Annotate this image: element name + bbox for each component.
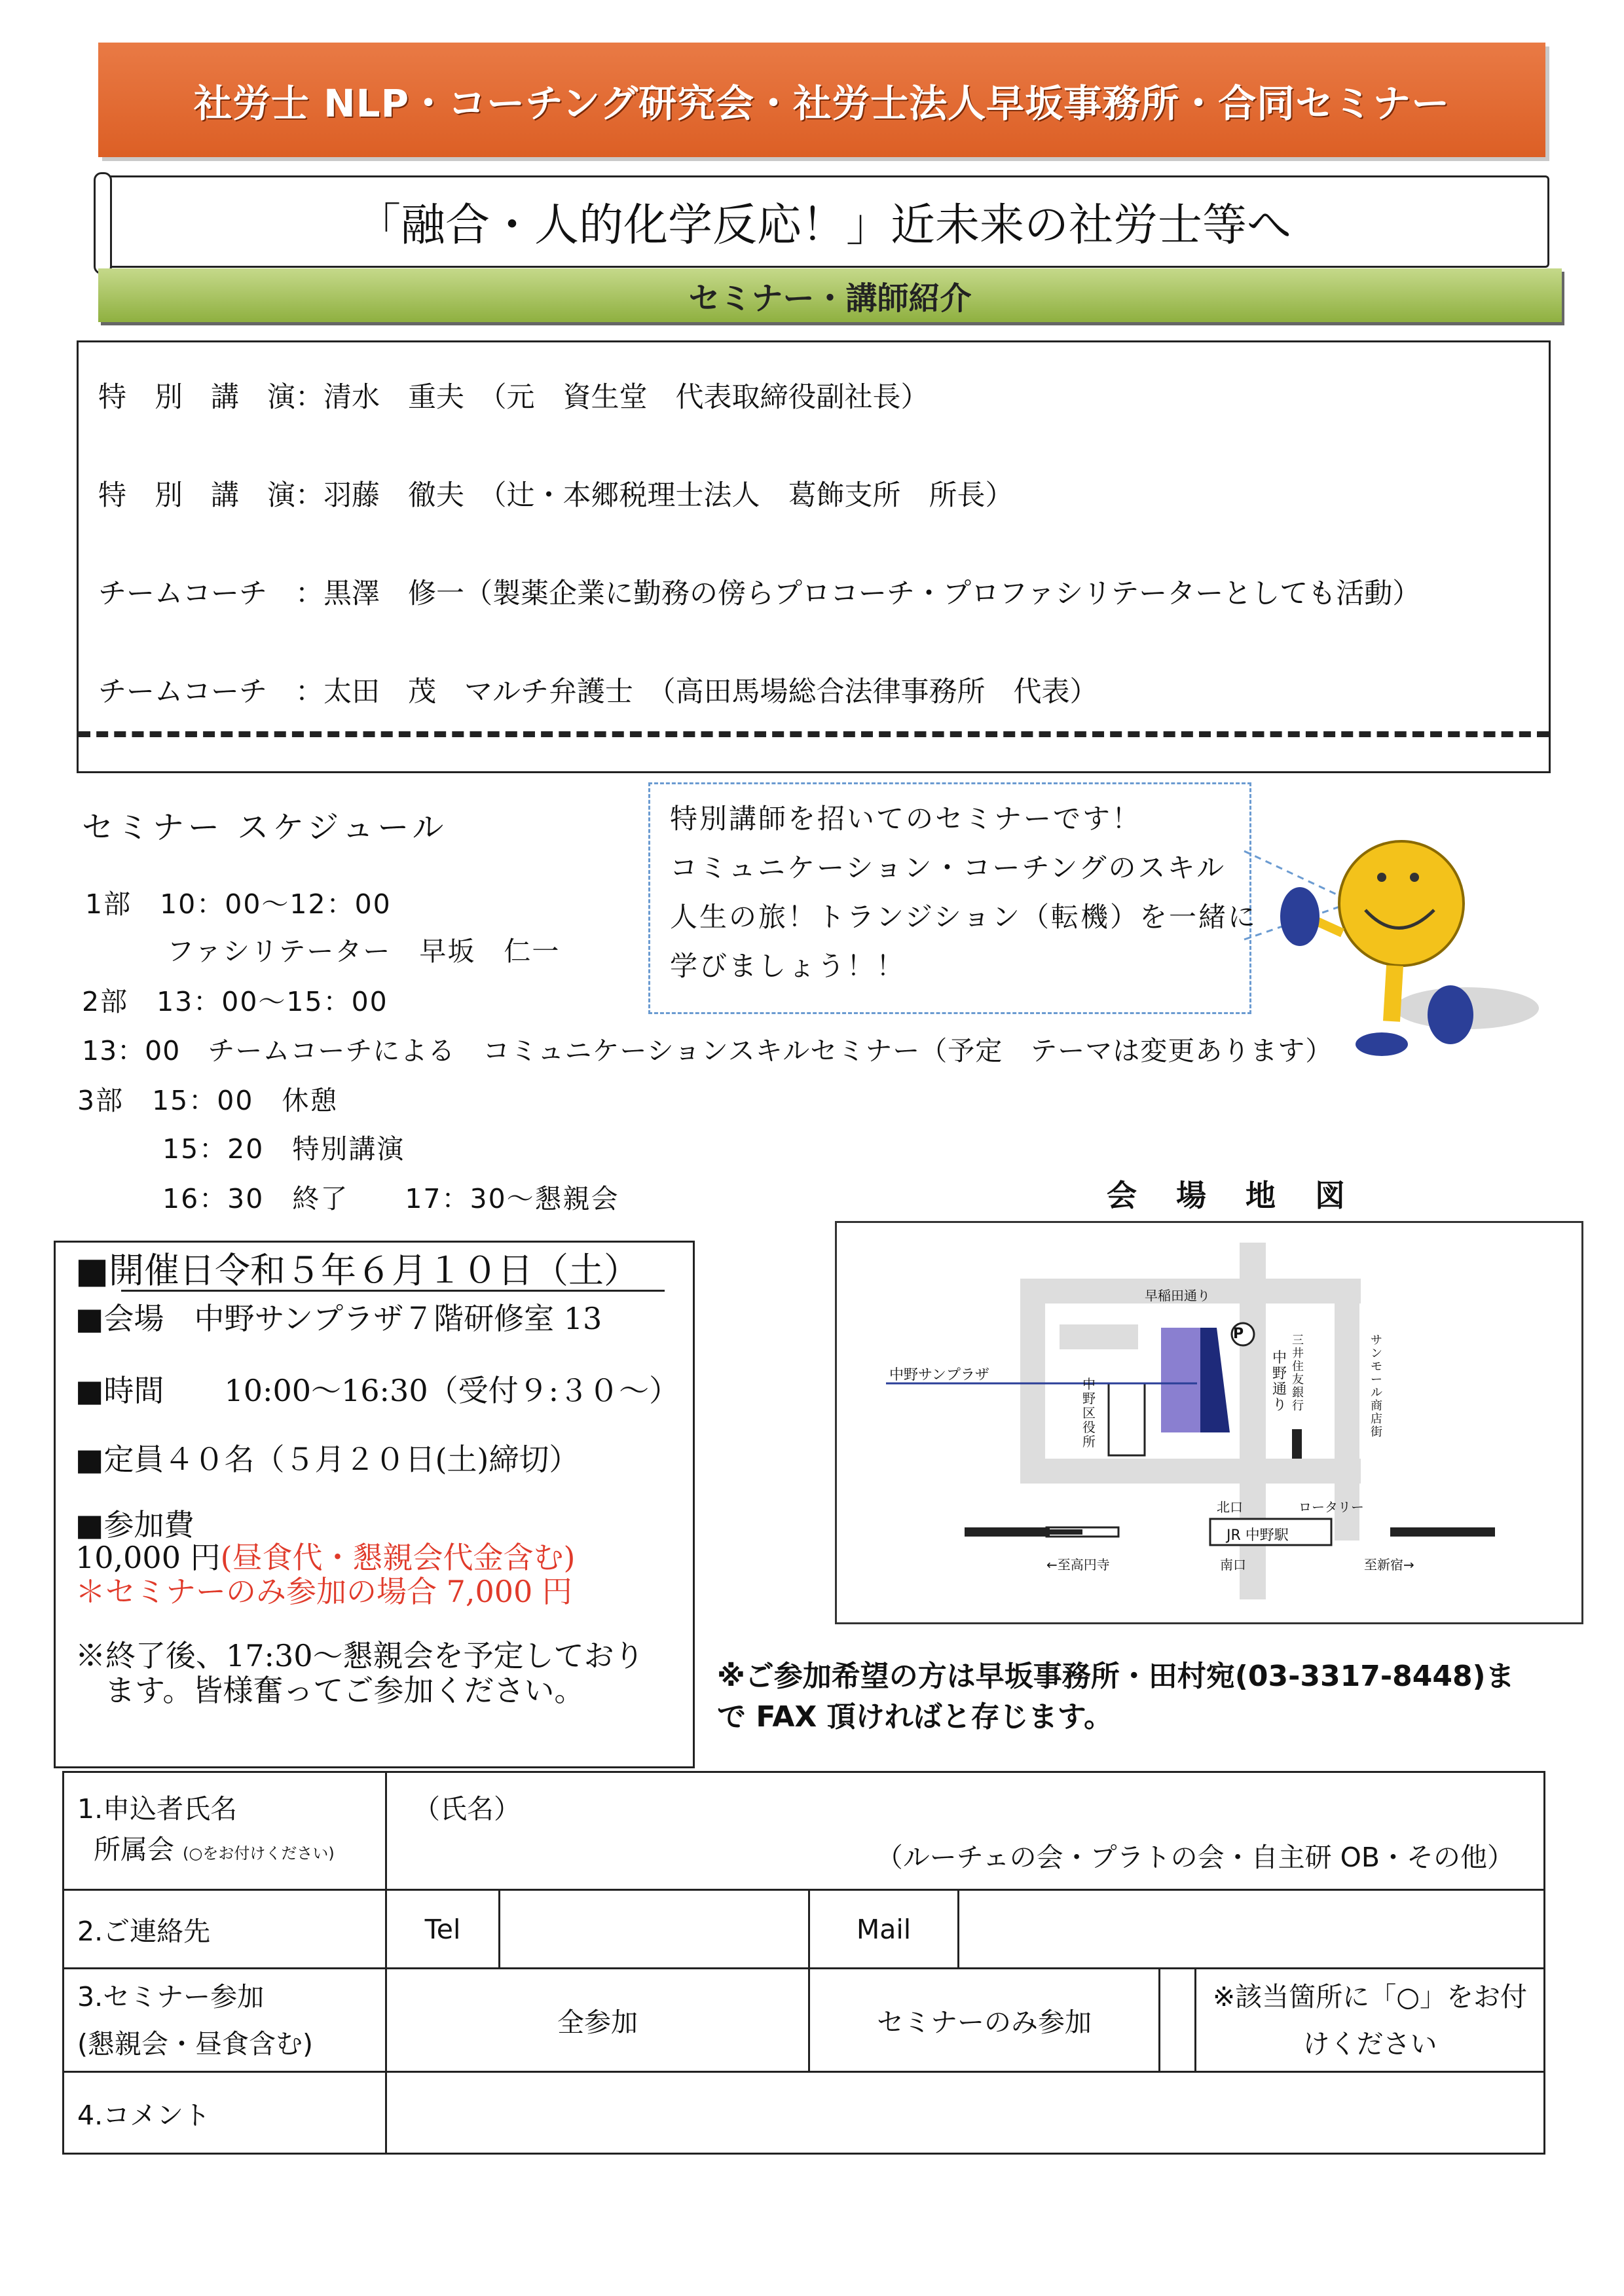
affiliation-label: 所属会 <box>94 1833 174 1865</box>
speaker-line: チームコーチ ：太田 茂 マルチ弁護士 （高田馬場総合法律事務所 代表） <box>98 676 1098 708</box>
speaker-line: チームコーチ ：黒澤 修一（製薬企業に勤務の傍らプロコーチ・プロファシリテーターとしても活動） <box>98 577 1421 610</box>
schedule-line: 1部 10：00～12：00 <box>85 888 392 920</box>
event-venue: ■会場 中野サンプラザ７階研修室 13 <box>75 1301 602 1336</box>
title-scroll <box>98 175 1549 268</box>
venue-map <box>835 1221 1583 1624</box>
bubble-line: コミュニケーション・コーチングのスキル <box>670 852 1227 884</box>
mascot-illustration <box>1231 812 1545 1087</box>
schedule-title: セミナー スケジュール <box>82 809 448 846</box>
tel-field[interactable] <box>500 1890 809 1969</box>
schedule-line: 15：20 特別講演 <box>162 1133 405 1165</box>
name-label: （氏名） <box>413 1793 521 1825</box>
parking-icon: P <box>1233 1326 1244 1342</box>
speaker-line: 特 別 講 演：羽藤 徹夫 （辻・本郷税理士法人 葛飾支所 所長） <box>98 479 1014 512</box>
header-banner <box>98 43 1545 157</box>
mail-label: Mail <box>809 1890 959 1969</box>
schedule-line: 13：00 チームコーチによる コミュニケーションスキルセミナー（予定 テーマは変更あります） <box>82 1035 1333 1066</box>
comment-field[interactable] <box>386 2072 1545 2154</box>
affiliation-note: (○をお付けください) <box>183 1844 335 1863</box>
contact-label: 2.ご連絡先 <box>64 1890 386 1969</box>
event-info-box <box>54 1241 695 1768</box>
fax-line-1: ※ご参加希望の方は早坂事務所・田村宛(03-3317-8448)ま <box>717 1660 1515 1693</box>
label-rotary: ロータリー <box>1299 1499 1364 1515</box>
affiliation-options[interactable]: （ルーチェの会・プラトの会・自主研 OB・その他） <box>876 1842 1514 1873</box>
application-form <box>62 1771 1545 2155</box>
fax-note <box>717 1656 1515 1738</box>
label-to-shinjuku: 至新宿→ <box>1364 1557 1414 1573</box>
schedule-line: 3部 15：00 休憩 <box>77 1085 339 1116</box>
label-nakano-dori: 中野通り <box>1272 1350 1287 1413</box>
mail-field[interactable] <box>959 1890 1545 1969</box>
participation-note: ※該当箇所に「○」をお付けください <box>1212 1981 1528 2060</box>
participation-sublabel: (懇親会・昼食含む) <box>77 2028 313 2060</box>
after-party-1: ※終了後、17:30～懇親会を予定しており <box>75 1638 644 1673</box>
label-north-exit: 北口 <box>1217 1499 1243 1515</box>
fee-amount: 10,000 円 <box>75 1540 221 1575</box>
fee-note: (昼食代・懇親会代金含む) <box>220 1540 576 1575</box>
label-waseda: 早稲田通り <box>1145 1288 1210 1303</box>
tel-label: Tel <box>386 1890 500 1969</box>
schedule-line: 2部 13：00～15：00 <box>82 986 388 1017</box>
event-capacity: ■定員４０名（５月２０日(土)締切） <box>75 1442 580 1477</box>
schedule-line: 16：30 終了 17：30～懇親会 <box>162 1183 619 1214</box>
label-to-koenji: ←至高円寺 <box>1046 1557 1110 1573</box>
option-seminar-only[interactable]: セミナーのみ参加 <box>809 1969 1160 2072</box>
map-drawing <box>837 1223 1581 1622</box>
bubble-line: 学びましょう！！ <box>670 950 906 982</box>
label-sunmall: サンモール商店街 <box>1371 1334 1382 1439</box>
event-time: ■時間 10:00～16:30（受付９:３０～） <box>75 1373 680 1408</box>
comment-label: 4.コメント <box>64 2072 386 2154</box>
bubble-line: 人生の旅！トランジション（転機）を一緒に <box>670 901 1258 933</box>
speech-bubble <box>648 782 1258 1014</box>
banner-text: 社労士 NLP・コーチング研究会・社労士法人早坂事務所・合同セミナー <box>193 81 1450 126</box>
label-south-exit: 南口 <box>1220 1557 1246 1573</box>
speakers-box <box>77 340 1551 773</box>
fee-label: ■参加費 <box>75 1507 194 1542</box>
option-full-participation[interactable]: 全参加 <box>386 1969 809 2072</box>
section-bar <box>98 268 1562 322</box>
participation-label-cell <box>64 1969 386 2072</box>
after-party-2: ます。皆様奮ってご参加ください。 <box>105 1673 585 1708</box>
bubble-line: 特別講師を招いてのセミナーです！ <box>670 803 1142 835</box>
participation-label: 3.セミナー参加 <box>77 1980 265 2013</box>
section-title: セミナー・講師紹介 <box>688 280 972 317</box>
page-title: 「融合・人的化学反応！」近未来の社労士等へ <box>356 200 1291 251</box>
label-bank: 三井住友銀行 <box>1292 1334 1304 1413</box>
participation-note-cell <box>1160 1969 1545 2072</box>
label-ward-office: 中野区役所 <box>1082 1376 1096 1449</box>
speaker-line: 特 別 講 演：清水 重夫 （元 資生堂 代表取締役副社長） <box>98 381 929 414</box>
dashed-divider <box>79 731 1549 737</box>
applicant-label-cell <box>64 1772 386 1890</box>
fax-line-2: で FAX 頂ければと存じます。 <box>717 1700 1113 1734</box>
participation-mark-field[interactable] <box>1160 1969 1196 2071</box>
label-station: JR 中野駅 <box>1227 1527 1289 1544</box>
applicant-name-field[interactable] <box>386 1772 1545 1890</box>
label-sunplaza: 中野サンプラザ <box>889 1367 989 1383</box>
schedule-line: ファシリテーター 早坂 仁一 <box>167 936 561 967</box>
applicant-label: 1.申込者氏名 <box>77 1793 238 1825</box>
event-date: ■開催日令和５年６月１０日（土） <box>75 1250 640 1291</box>
map-title: 会 場 地 図 <box>1107 1178 1360 1213</box>
fee-seminar-only: ＊セミナーのみ参加の場合 7,000 円 <box>75 1574 572 1609</box>
